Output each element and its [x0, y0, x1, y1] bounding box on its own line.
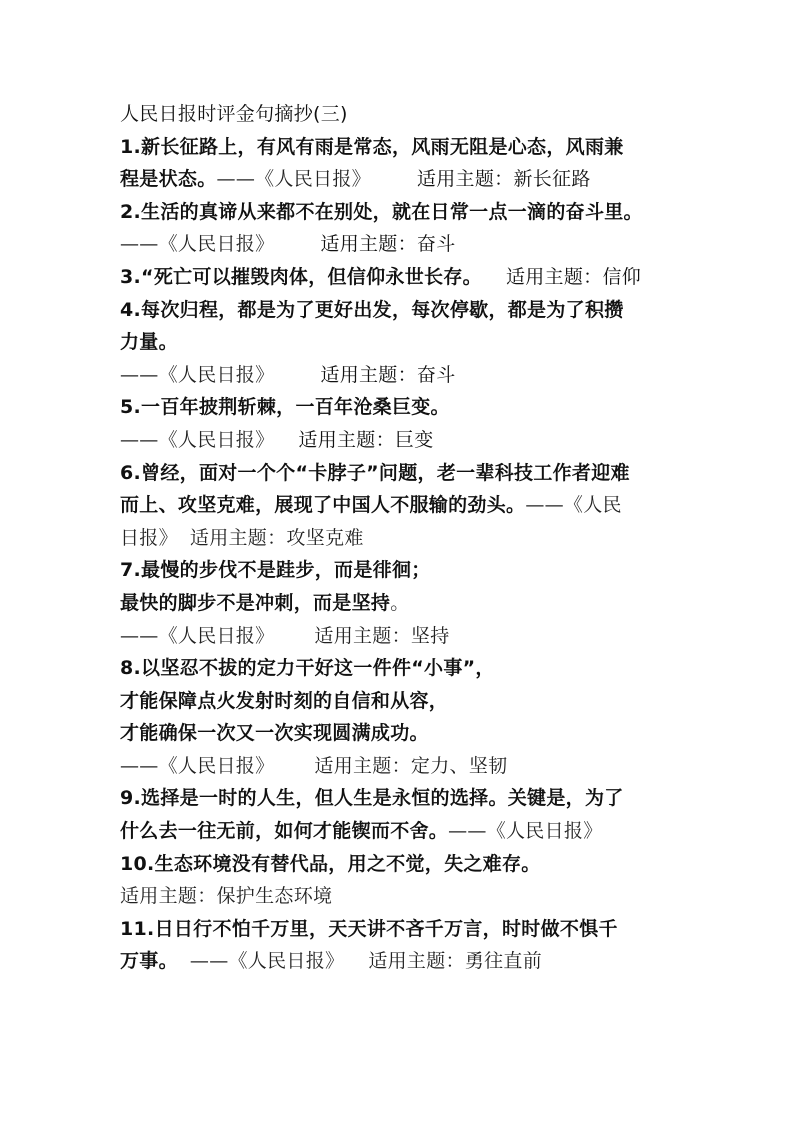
quote-7-source: ——《人民日报》 适用主题：坚持	[120, 624, 450, 647]
quote-11-line-1: 11.日日行不怕千万里，天天讲不吝千万言，时时做不惧千	[120, 917, 618, 940]
quote-5-source: ——《人民日报》 适用主题：巨变	[120, 428, 434, 451]
quote-4-source: ——《人民日报》 适用主题：奋斗	[120, 363, 456, 386]
quote-7-line-1: 7.最慢的步伐不是跬步，而是徘徊；	[120, 559, 431, 582]
quote-5-line-1: 5.一百年披荆斩棘，一百年沧桑巨变。	[120, 396, 450, 419]
quote-3-line-1: 3.“死亡可以摧毁肉体，但信仰永世长存。 适用主题：信仰	[120, 265, 642, 288]
doc-title: 人民日报时评金句摘抄(三)	[120, 103, 348, 125]
document-page	[120, 98, 680, 978]
quote-8-line-3: 才能确保一次又一次实现圆满成功。	[120, 722, 429, 745]
quote-10-theme: 适用主题：保护生态环境	[120, 885, 333, 908]
quote-4-line-2: 力量。	[120, 331, 178, 354]
quote-9-line-1: 9.选择是一时的人生，但人生是永恒的选择。关键是，为了	[120, 787, 624, 810]
quote-1-line-2: 程是状态。——《人民日报》 适用主题：新长征路	[120, 168, 591, 191]
quote-6-line-3: 日报》 适用主题：攻坚克难	[120, 526, 364, 549]
quote-6-line-2: 而上、攻坚克难，展现了中国人不服输的劲头。——《人民	[120, 494, 622, 517]
quote-11-line-2: 万事。 ——《人民日报》 适用主题：勇往直前	[120, 950, 543, 973]
quote-7-line-2: 最快的脚步不是冲刺，而是坚持。	[120, 591, 410, 614]
quote-1-line-1: 1.新长征路上，有风有雨是常态，风雨无阻是心态，风雨兼	[120, 135, 624, 158]
quote-10-line-1: 10.生态环境没有替代品，用之不觉，失之难存。	[120, 852, 541, 875]
quote-8-line-1: 8.以坚忍不拔的定力干好这一件件“小事”，	[120, 657, 495, 680]
quote-2-line-1: 2.生活的真谛从来都不在别处，就在日常一点一滴的奋斗里。	[120, 200, 643, 223]
quote-9-line-2: 什么去一往无前，如何才能锲而不舍。——《人民日报》	[120, 820, 603, 843]
quote-2-source: ——《人民日报》 适用主题：奋斗	[120, 233, 456, 256]
quote-8-line-2: 才能保障点火发射时刻的自信和从容，	[120, 689, 449, 712]
quote-8-source: ——《人民日报》 适用主题：定力、坚韧	[120, 754, 508, 777]
quote-4-line-1: 4.每次归程，都是为了更好出发，每次停歇，都是为了积攒	[120, 298, 624, 321]
quote-6-line-1: 6.曾经，面对一个个“卡脖子”问题，老一辈科技工作者迎难	[120, 461, 630, 484]
